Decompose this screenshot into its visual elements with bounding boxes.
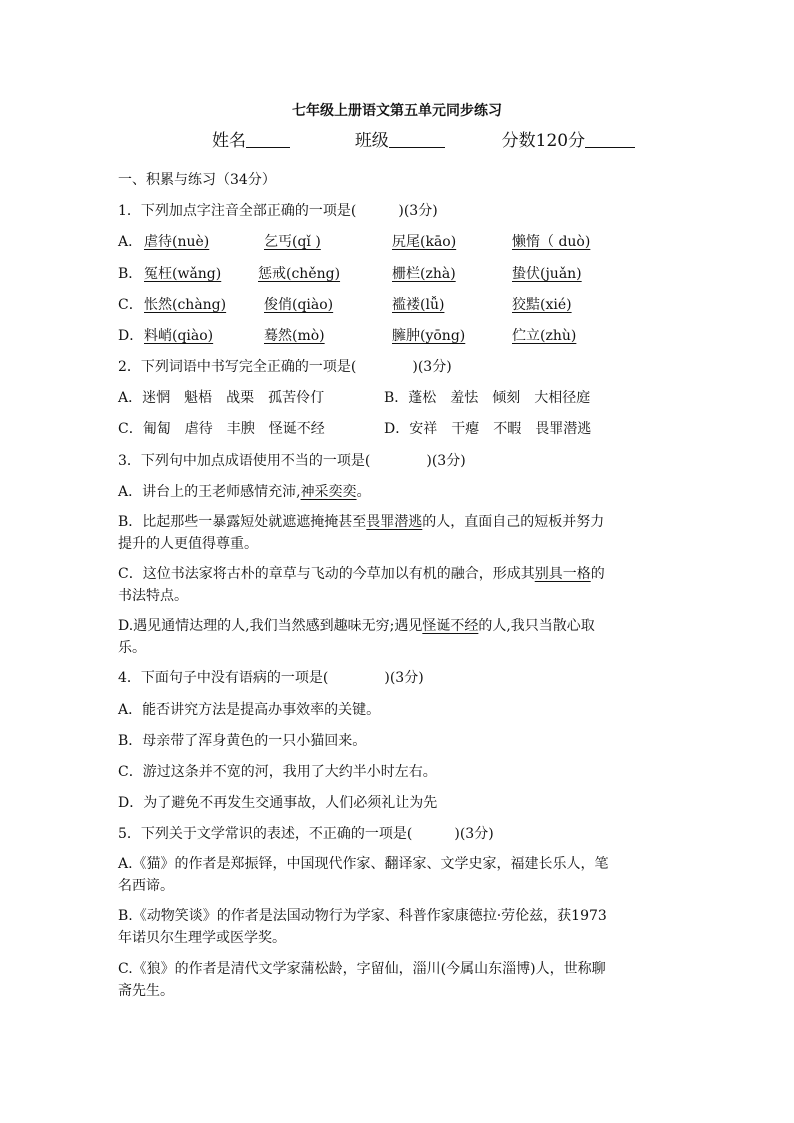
q1-option-word: 狡黠(xié)	[512, 297, 572, 313]
q1-option-letter: C．	[118, 297, 143, 313]
q4-option-a: A．能否讲究方法是提高办事效率的关键。	[118, 702, 381, 718]
q2-option-d: D．安祥 干瘪 不暇 畏罪潜逃	[384, 421, 592, 437]
q4-option-c: C．游过这条并不宽的河，我用了大约半小时左右。	[118, 764, 437, 780]
q3-a-idiom: 神采奕奕	[300, 484, 357, 500]
q3-c-text: C．这位书法家将古朴的章草与飞动的今草加以有机的融合，形成其	[118, 566, 535, 582]
q1-option-word: 栅栏(zhà)	[392, 266, 456, 282]
q3-c-text-end: 的	[590, 566, 605, 582]
q2-stem: 2．下列词语中书写完全正确的一项是( )(3分)	[118, 359, 452, 375]
q1-option-letter: B．	[118, 266, 143, 282]
q1-option-word: 俊俏(qiào)	[264, 297, 334, 313]
q2-option-a: A．迷惘 魁梧 战栗 孤苦伶仃	[118, 390, 325, 406]
q5-option-c	[118, 958, 680, 1002]
q3-b-text: B．比起那些一暴露短处就遮遮掩掩甚至	[118, 514, 367, 530]
q1-option-word: 怅然(chàng)	[144, 297, 227, 313]
q1-option-word: 料峭(qiào)	[144, 328, 214, 344]
class-label: 班级	[354, 131, 389, 151]
q3-b-text-end: 的人，直面自己的短板并努力	[422, 514, 605, 530]
q1-option-word: 懒惰（ duò)	[512, 234, 591, 250]
q1-option-word: 惩戒(chěng)	[258, 266, 341, 282]
q3-b-line2: 提升的人更值得尊重。	[118, 536, 258, 552]
q5-b-line2: 年诺贝尔生理学或医学奖。	[118, 930, 286, 946]
q1-option-letter: A．	[118, 234, 143, 250]
q4-option-d: D．为了避免不再发生交通事故，人们必须礼让为先	[118, 795, 438, 811]
q3-option-c	[118, 563, 680, 607]
q5-option-a	[118, 853, 680, 897]
q3-stem: 3．下列句中加点成语使用不当的一项是( )(3分)	[118, 453, 466, 469]
q1-option-word: 乞丐(qǐ )	[264, 234, 321, 250]
q5-a-line1: A.《猫》的作者是郑振铎，中国现代作家、翻译家、文学史家，福建长乐人，笔	[118, 856, 609, 872]
q3-a-text: A．讲台上的王老师感情充沛,	[118, 484, 301, 500]
q3-b-idiom: 畏罪潜逃	[366, 514, 423, 530]
page-title: 七年级上册语文第五单元同步练习	[292, 103, 502, 119]
q1-option-word: 虐待(nuè)	[144, 234, 210, 250]
q3-a-end: 。	[356, 484, 371, 500]
q5-stem: 5．下列关于文学常识的表述，不正确的一项是( )(3分)	[118, 826, 494, 842]
q5-c-line1: C.《狼》的作者是清代文学家蒲松龄，字留仙，淄川(今属山东淄博)人，世称聊	[118, 961, 606, 977]
q3-d-text: D.遇见通情达理的人,我们当然感到趣味无穷;遇见	[118, 618, 423, 634]
q1-option-word: 褴褛(lǚ)	[392, 297, 445, 313]
q3-d-line2: 乐。	[118, 640, 146, 656]
score-blank[interactable]	[585, 131, 635, 148]
q1-stem: 1．下列加点字注音全部正确的一项是( )(3分)	[118, 203, 438, 219]
q3-c-idiom: 别具一格	[534, 566, 591, 582]
class-blank[interactable]	[389, 131, 445, 148]
q3-option-a	[118, 482, 371, 502]
score-label: 分数120分	[501, 131, 586, 151]
q4-stem: 4．下面句子中没有语病的一项是( )(3分)	[118, 670, 424, 686]
q1-option-word: 尻尾(kāo)	[392, 234, 457, 250]
q5-c-line2: 斋先生。	[118, 983, 174, 999]
q1-option-word: 冤枉(wǎng)	[144, 266, 222, 282]
q1-option-word: 蓦然(mò)	[264, 328, 325, 344]
q2-option-b: B．蓬松 羞怯 倾刻 大相径庭	[384, 390, 591, 406]
name-blank[interactable]	[246, 131, 290, 148]
q3-d-idiom: 怪诞不经	[422, 618, 479, 634]
q3-d-text-end: 的人,我只当散心取	[478, 618, 595, 634]
q1-option-word: 臃肿(yōng)	[392, 328, 466, 344]
q5-b-line1: B.《动物笑谈》的作者是法国动物行为学家、科普作家康德拉·劳伦兹，获1973	[118, 908, 607, 924]
q2-option-c: C．匍匐 虐待 丰腴 怪诞不经	[118, 421, 325, 437]
q3-option-d	[118, 615, 680, 659]
name-label: 姓名	[212, 131, 246, 151]
q1-option-letter: D．	[118, 328, 144, 344]
student-info-line	[212, 126, 635, 151]
q1-option-word: 蛰伏(juǎn)	[512, 266, 582, 282]
q5-option-b	[118, 905, 680, 949]
q5-a-line2: 名西谛。	[118, 878, 174, 894]
q3-option-b	[118, 511, 680, 555]
section-heading: 一、积累与练习（34分）	[118, 172, 276, 188]
q3-c-line2: 书法特点。	[118, 588, 188, 604]
q1-option-word: 伫立(zhù)	[512, 328, 577, 344]
q4-option-b: B．母亲带了浑身黄色的一只小猫回来。	[118, 733, 367, 749]
